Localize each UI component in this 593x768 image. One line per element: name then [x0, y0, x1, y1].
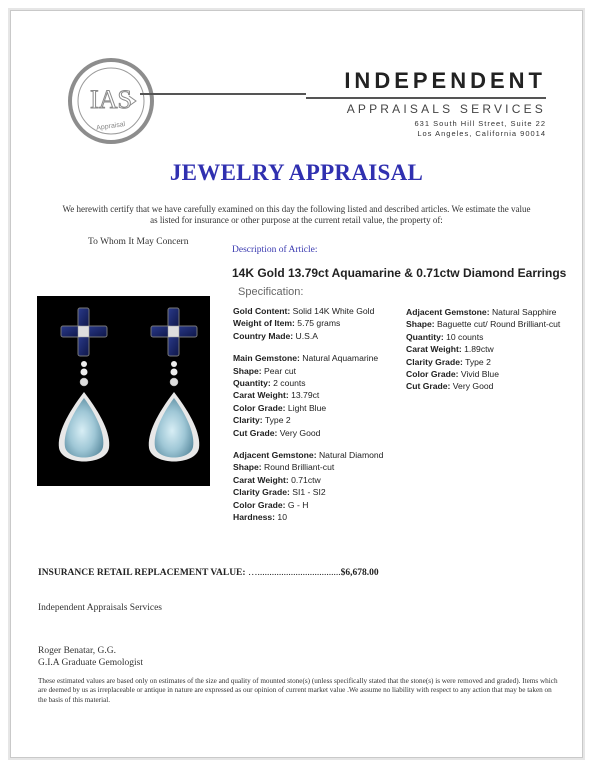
company-header	[306, 69, 546, 139]
spec-row	[233, 461, 383, 473]
spec-row	[406, 343, 560, 355]
spec-value: Natural Sapphire	[491, 307, 557, 317]
spec-value: G - H	[287, 499, 309, 510]
spec-label: Quantity:	[406, 331, 444, 342]
insurance-leader: …...................................	[247, 568, 341, 578]
recipient: To Whom It May Concern	[88, 237, 189, 247]
spec-label: Cut Grade:	[233, 427, 278, 438]
spec-value: Type 2	[264, 415, 291, 426]
spec-label: Carat Weight:	[406, 344, 462, 355]
insurance-value: $6,678.00	[340, 568, 379, 578]
specs-right-column	[406, 306, 560, 393]
spec-value: 13.79ct	[291, 390, 320, 401]
spec-label: Adjacent Gemstone:	[406, 307, 490, 317]
company-rule	[306, 97, 546, 99]
spec-row	[406, 356, 560, 368]
spec-row	[233, 486, 383, 498]
company-name: INDEPENDENT	[344, 68, 546, 93]
spec-value: 5.75 grams	[297, 318, 341, 329]
spec-row	[406, 318, 560, 330]
general-specs	[233, 305, 383, 342]
seal-monogram: IAS	[90, 85, 132, 114]
spec-value: Pear cut	[264, 365, 297, 376]
address-line-2: Los Angeles, California 90014	[417, 129, 546, 138]
spec-value: Vivid Blue	[460, 369, 499, 380]
spec-label: Clarity Grade:	[233, 487, 290, 498]
ias-seal-logo	[68, 58, 154, 144]
disclaimer-text: These estimated values are based only on estimates of the size and quality of mounted stone(s) (unless specifically stated that the stone(s) is were removed and graded). Items which are deemed by us as irreplaceable or antique in nature are expressed as our opinion of current market value .We assume no liability with respect to any action that may be taken on the basis of this material.	[38, 677, 558, 704]
spec-value: Natural Diamond	[318, 450, 384, 461]
address-line-1: 631 South Hill Street, Suite 22	[414, 119, 546, 128]
spec-row	[233, 352, 383, 364]
spec-label: Weight of Item:	[233, 318, 295, 329]
spec-label: Quantity:	[233, 378, 271, 389]
spec-label: Color Grade:	[406, 369, 459, 380]
spec-row	[233, 414, 383, 426]
spec-label: Hardness:	[233, 512, 276, 523]
spec-label: Gold Content:	[233, 306, 291, 316]
signer-block	[38, 645, 143, 669]
main-gemstone-specs	[233, 352, 383, 439]
spec-label: Main Gemstone:	[233, 353, 300, 364]
spec-row	[406, 331, 560, 343]
spec-label: Color Grade:	[233, 499, 286, 510]
spec-row	[406, 368, 560, 380]
spec-value: Very Good	[452, 381, 494, 392]
spec-value: 1.89ctw	[464, 344, 494, 355]
spec-row	[233, 449, 383, 461]
earring-left	[59, 308, 110, 462]
spec-label: Adjacent Gemstone:	[233, 450, 317, 461]
seal-caption: Appraisal	[95, 121, 126, 133]
spec-row	[233, 317, 383, 329]
earrings-photo	[37, 296, 210, 486]
spec-value: Solid 14K White Gold	[292, 306, 375, 316]
spec-label: Shape:	[233, 462, 262, 473]
header-rule	[140, 93, 306, 95]
earring-right	[149, 308, 200, 462]
spec-label: Shape:	[233, 365, 262, 376]
specification-label: Specification:	[238, 286, 304, 298]
spec-label: Cut Grade:	[406, 381, 451, 392]
spec-row	[233, 474, 383, 486]
footer-company: Independent Appraisals Services	[38, 603, 162, 613]
insurance-value-line	[38, 568, 379, 578]
spec-value: Type 2	[465, 356, 491, 367]
spec-value: 2 counts	[273, 378, 306, 389]
spec-row	[406, 380, 560, 392]
company-subtitle: APPRAISALS SERVICES	[346, 102, 546, 116]
article-headline: 14K Gold 13.79ct Aquamarine & 0.71ctw Diamond Earrings	[232, 266, 567, 280]
spec-value: Baguette cut/ Round Brilliant-cut	[437, 319, 561, 330]
spec-row	[233, 402, 383, 414]
certification-text: We herewith certify that we have carefully examined on this day the following listed and described articles. We estimate the value as listed for insurance or other purpose at the current retail value, the property of:	[62, 204, 531, 225]
adjacent-diamond-specs	[233, 449, 383, 523]
document-title: JEWELRY APPRAISAL	[169, 160, 424, 185]
spec-row	[233, 499, 383, 511]
description-label: Description of Article:	[232, 245, 318, 255]
signer-name: Roger Benatar, G.G.	[38, 646, 116, 656]
spec-value: Very Good	[279, 427, 321, 438]
spec-label: Clarity:	[233, 415, 263, 426]
spec-label: Clarity Grade:	[406, 356, 463, 367]
spec-row	[233, 330, 383, 342]
spec-row	[233, 389, 383, 401]
adjacent-sapphire-specs	[406, 306, 560, 393]
spec-label: Carat Weight:	[233, 474, 289, 485]
spec-row	[233, 305, 383, 317]
spec-label: Carat Weight:	[233, 390, 289, 401]
insurance-label: INSURANCE RETAIL REPLACEMENT VALUE:	[38, 568, 246, 578]
spec-value: Light Blue	[287, 402, 327, 413]
spec-value: Natural Aquamarine	[302, 353, 379, 364]
spec-row	[233, 427, 383, 439]
spec-value: 0.71ctw	[291, 474, 321, 485]
spec-label: Shape:	[406, 319, 435, 330]
spec-row	[233, 365, 383, 377]
spec-label: Color Grade:	[233, 402, 286, 413]
spec-row	[406, 306, 560, 318]
spec-value: 10 counts	[446, 331, 484, 342]
spec-value: SI1 - SI2	[292, 487, 326, 498]
spec-value: U.S.A	[295, 330, 318, 341]
spec-label: Country Made:	[233, 330, 294, 341]
spec-row	[233, 377, 383, 389]
spec-value: Round Brilliant-cut	[264, 462, 335, 473]
spec-row	[233, 511, 383, 523]
spec-value: 10	[277, 512, 287, 523]
signer-title: G.I.A Graduate Gemologist	[38, 658, 144, 668]
specs-left-column	[233, 305, 383, 524]
